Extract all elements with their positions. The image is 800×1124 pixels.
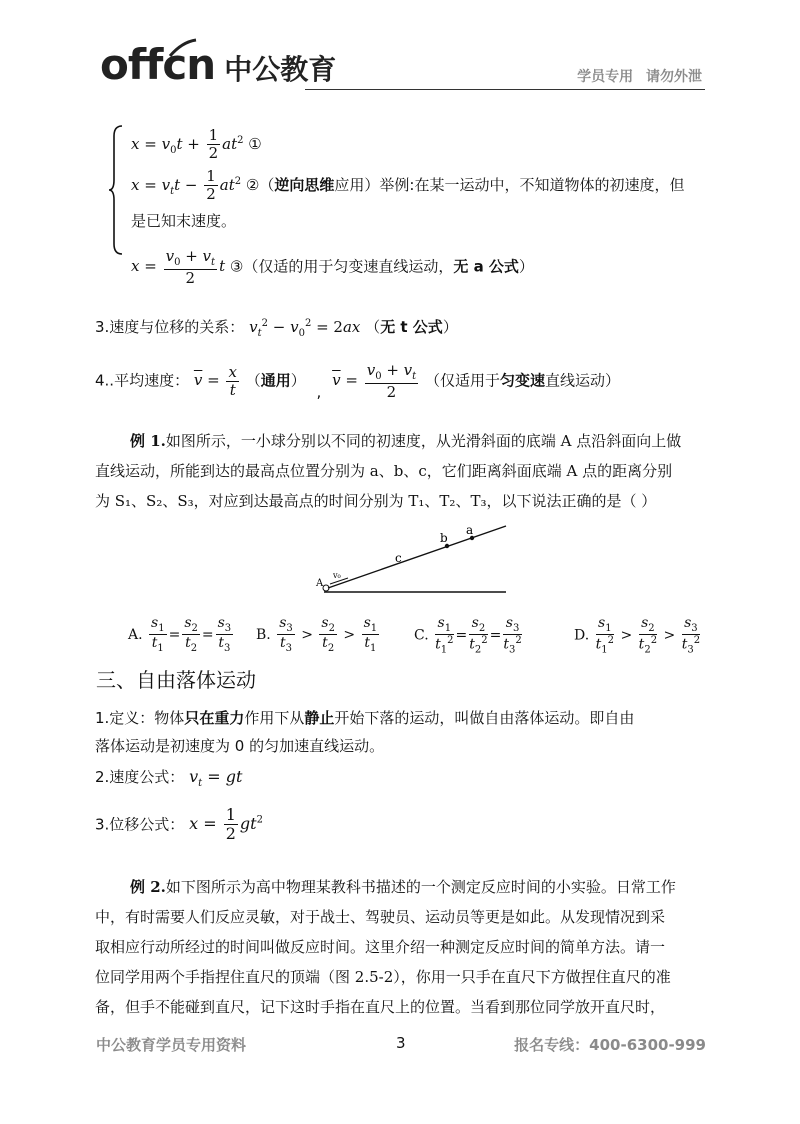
label-v0: v₀ bbox=[333, 571, 341, 580]
eq3-note: （仅适的用于匀变速直线运动， bbox=[243, 257, 454, 276]
formula-2-cont: 是已知末速度。 bbox=[131, 212, 237, 230]
example2-line4: 位同学用两个手指捏住直尺的顶端（图 2.5-2），你用一只手在直尺下方做捏住直尺的准 bbox=[95, 968, 671, 986]
example2-line5: 备，但手不能碰到直尺，记下这时手指在直尺上的位置。当看到那位同学放开直尺时， bbox=[95, 998, 666, 1016]
option-C[interactable]: C. $\frac{s_1}{t_1^2}$ = $\frac{s_2}{t_2^2}$ = $\frac{s_3}{t_3^2}$ bbox=[414, 615, 522, 656]
header-logo bbox=[100, 40, 336, 90]
option-D[interactable]: D. $\frac{s_1}{t_1^2}$ > $\frac{s_2}{t_2^2}$ > $\frac{s_3}{t_3^2}$ bbox=[574, 615, 701, 656]
speed-formula: 2.速度公式： $v_t$ = gt bbox=[95, 767, 243, 790]
example2-label: 例 2. bbox=[130, 878, 166, 896]
item3-label: 3.速度与位移的关系： bbox=[95, 318, 245, 336]
item4-uniform-rest: 直线运动） bbox=[545, 371, 621, 390]
footer-left: 中公教育学员专用资料 bbox=[96, 1036, 247, 1054]
example2-line3: 取相应行动所经过的时间叫做反应时间。这里介绍一种测定反应时间的简单方法。请一 bbox=[95, 938, 666, 956]
example1-label: 例 1. bbox=[130, 432, 166, 450]
example1-text1: 如图所示，一小球分别以不同的初速度，从光滑斜面的底端 A 点沿斜面向上做 bbox=[165, 432, 682, 450]
definition-line2: 落体运动是初速度为 0 的匀加速直线运动。 bbox=[95, 737, 385, 755]
formula-2: $x = v_tt$ − $\frac{1}{2}$ $at^2$ ②（逆向思维应用）举例:在某一运动中，不知道物体的初速度，但 bbox=[131, 167, 685, 204]
label-c: c bbox=[395, 551, 402, 565]
item-4: 4..平均速度： $\overline{v}$ = $\frac{x}{t}$ （通用） , $\overline{v}$ = $\frac{v_0 + v_t}{2}$ （仅适用于匀变速直线运动） bbox=[95, 361, 621, 402]
footer-right: 报名专线：400-6300-999 bbox=[514, 1036, 706, 1054]
def-bold2: 静止 bbox=[304, 709, 335, 727]
eq2-marker: ② bbox=[245, 175, 260, 194]
item4-paren: （ bbox=[245, 371, 261, 390]
eq2-note: 应用）举例:在某一运动中，不知道物体的初速度，但 bbox=[334, 175, 685, 194]
item4-comma: , bbox=[316, 383, 322, 402]
item4-label: 4..平均速度： bbox=[95, 371, 190, 390]
def-bold1: 只在重力 bbox=[184, 709, 245, 727]
example2-line2: 中，有时需要人们反应灵敏，对于战士、驾驶员、运动员等更是如此。从发现情况到采 bbox=[95, 908, 666, 926]
example2-line1 bbox=[130, 876, 676, 897]
eq2-paren: （ bbox=[259, 175, 275, 194]
label-b: b bbox=[440, 531, 448, 545]
displacement-formula: 3.位移公式： x = $\frac{1}{2}$ $gt^2$ bbox=[95, 805, 263, 844]
eq1-marker: ① bbox=[248, 134, 262, 153]
item3-paren: （ bbox=[365, 318, 381, 336]
disp-label: 3.位移公式： bbox=[95, 815, 185, 834]
example1-line2: 直线运动，所能到达的最高点位置分别为 a、b、c，它们距离斜面底端 A 点的距离分别 bbox=[95, 462, 673, 480]
label-a: a bbox=[466, 523, 474, 537]
item3-note-bold: 无 t 公式 bbox=[380, 318, 443, 336]
example1-line1 bbox=[130, 430, 681, 451]
eq3-note-bold: 无 a 公式 bbox=[453, 257, 519, 276]
incline-surface bbox=[328, 526, 506, 588]
item-3: 3.速度与位移的关系： $v_t^2 - v_0^2 = 2ax$ （无 t 公式） bbox=[95, 318, 458, 339]
header-tagline: 学员专用 请勿外泄 bbox=[577, 69, 702, 85]
eq3-close: ） bbox=[518, 257, 534, 276]
eq3-marker: ③ bbox=[229, 257, 244, 276]
item3-close: ） bbox=[442, 318, 458, 336]
page-number: 3 bbox=[396, 1034, 406, 1052]
logo-latin: offcn bbox=[100, 40, 216, 89]
example1-line3: 为 S₁、S₂、S₃，对应到达最高点的时间分别为 T₁、T₂、T₃，以下说法正确的是（ ） bbox=[95, 492, 657, 510]
def-label: 1.定义：物体 bbox=[95, 709, 185, 727]
formula-3: x = $\frac{v_0 + v_t}{2}$ t ③（仅适的用于匀变速直线运动，无 a 公式） bbox=[131, 247, 534, 287]
option-C-label: C. bbox=[414, 627, 429, 644]
option-A[interactable]: A. $\frac{s_1}{t_1}$ = $\frac{s_2}{t_2}$ = $\frac{s_3}{t_3}$ bbox=[128, 615, 232, 655]
section-title: 三、自由落体运动 bbox=[96, 668, 256, 692]
item4-uniform-note: （仅适用于 bbox=[424, 371, 500, 390]
logo-cn: 中公教育 bbox=[224, 53, 337, 86]
option-B-label: B. bbox=[256, 626, 271, 643]
definition-line1 bbox=[95, 707, 634, 728]
example2-text1: 如下图所示为高中物理某教科书描述的一个测定反应时间的小实验。日常工作 bbox=[165, 878, 676, 896]
item4-uniform-bold: 匀变速 bbox=[499, 371, 545, 390]
item4-close: ） bbox=[290, 371, 306, 390]
formula-brace bbox=[108, 124, 124, 256]
eq2-note-bold: 逆向思维 bbox=[274, 175, 335, 194]
option-A-label: A. bbox=[128, 626, 143, 643]
incline-figure bbox=[300, 518, 520, 600]
option-D-label: D. bbox=[574, 627, 590, 644]
def-mid: 作用下从 bbox=[244, 709, 305, 727]
header-rule bbox=[305, 89, 705, 90]
item4-general-bold: 通用 bbox=[260, 371, 291, 390]
label-A: A bbox=[316, 578, 324, 589]
speed-label: 2.速度公式： bbox=[95, 768, 185, 786]
option-B[interactable]: B. $\frac{s_3}{t_3}$ > $\frac{s_2}{t_2}$ > $\frac{s_1}{t_1}$ bbox=[256, 615, 378, 655]
logo-swoosh-icon bbox=[168, 38, 198, 58]
formula-1: $x = v_0t$ + $\frac{1}{2}$ $at^2$ ① bbox=[131, 126, 262, 163]
def-rest: 开始下落的运动，叫做自由落体运动。即自由 bbox=[334, 709, 635, 727]
